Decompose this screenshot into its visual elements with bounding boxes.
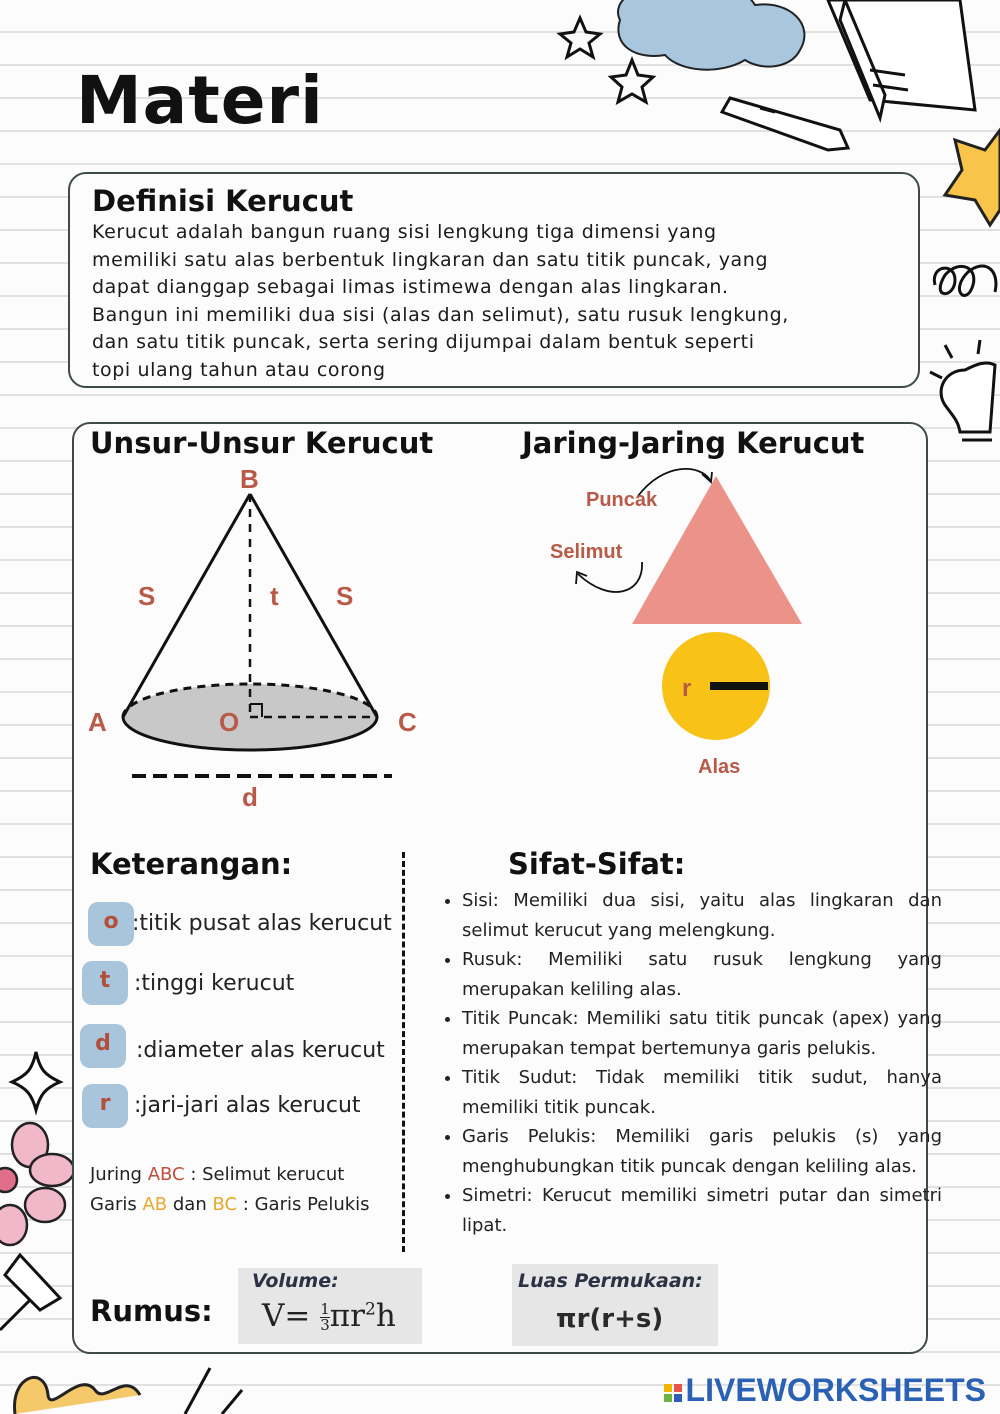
properties-list (440, 886, 942, 1240)
note-garis-highlight-bc: BC (212, 1194, 238, 1215)
legend-key-r: r (82, 1084, 128, 1128)
cone-diagram (74, 464, 474, 824)
legend-text-r: :jari-jari alas kerucut (134, 1093, 361, 1118)
note-juring-highlight: ABC (147, 1164, 185, 1185)
note-juring-prefix: Juring (90, 1164, 148, 1185)
definition-line: Bangun ini memiliki dua sisi (alas dan selimut), satu rusuk lengkung, (92, 303, 789, 326)
note-garis-prefix: Garis (90, 1194, 143, 1215)
volume-tail: h (375, 1298, 396, 1334)
fraction-denominator: 3 (320, 1316, 330, 1334)
legend-text-t: :tinggi kerucut (134, 971, 295, 996)
star-doodle (560, 18, 600, 57)
fraction-numerator: 1 (320, 1300, 330, 1318)
spring-doodle (934, 266, 996, 295)
definition-text (92, 219, 892, 384)
volume-label: Volume: (252, 1270, 339, 1292)
book-doodle (828, 0, 975, 118)
page-title: Materi (76, 62, 324, 139)
definition-line: dapat dianggap sebagai limas istimewa dengan alas lingkaran. (92, 276, 729, 298)
lightbulb-doodle (930, 340, 995, 440)
pen-doodle (722, 98, 848, 150)
volume-formula (262, 1298, 396, 1334)
properties-heading: Sifat-Sifat: (508, 847, 686, 881)
legend-text-o: :titik pusat alas kerucut (132, 911, 392, 936)
surface-label: Luas Permukaan: (518, 1270, 703, 1292)
label-slant-right: S (336, 581, 354, 611)
definition-line: memiliki satu alas berbentuk lingkaran dan satu titik puncak, yang (92, 248, 769, 271)
brand-logo-icon (664, 1384, 682, 1402)
star-yellow-doodle (945, 130, 1000, 225)
label-base-net: Alas (698, 756, 741, 778)
surface-formula: πr(r+s) (556, 1304, 664, 1334)
definition-card (68, 172, 920, 388)
lateral-surface-triangle (632, 476, 802, 624)
note-garis-highlight-ab: AB (142, 1194, 168, 1215)
volume-rhs: πr (329, 1298, 365, 1334)
volume-fraction (320, 1302, 330, 1333)
label-diameter: d (242, 782, 258, 812)
star-doodle (611, 60, 653, 102)
note-garis (90, 1194, 370, 1215)
net-diagram (514, 464, 914, 794)
volume-formula-card (238, 1268, 422, 1344)
note-juring-suffix: : Selimut kerucut (184, 1164, 345, 1185)
brand-logo (664, 1372, 986, 1409)
label-vertex-left: A (88, 707, 107, 737)
properties-item: • Simetri: Kerucut memiliki simetri putar dan simetri lipat. (462, 1181, 942, 1240)
label-height: t (270, 581, 279, 611)
cloud-doodle (618, 0, 804, 70)
legend-heading: Keterangan: (90, 847, 293, 881)
squiggle-doodle (15, 1377, 140, 1414)
definition-line: dan satu titik puncak, serta sering dijumpai dalam bentuk seperti (92, 331, 755, 353)
net-heading: Jaring-Jaring Kerucut (522, 426, 865, 460)
column-divider (402, 852, 405, 1252)
surface-formula-card (512, 1264, 718, 1346)
legend-key-o: o (88, 902, 134, 946)
lateral-arrow (578, 562, 642, 592)
label-slant-left: S (138, 581, 156, 611)
properties-item: • Rusuk: Memiliki satu rusuk lengkung yang merupakan keliling alas. (462, 945, 942, 1004)
properties-item: • Garis Pelukis: Memiliki garis pelukis (s) yang menghubungkan titik puncak dengan keliling alas. (462, 1122, 942, 1181)
sparkle-doodle (12, 1052, 60, 1110)
label-center: O (219, 707, 240, 737)
label-lateral-net: Selimut (550, 541, 623, 563)
legend-key-t: t (82, 961, 128, 1005)
brand-text: LIVEWORKSHEETS (685, 1372, 986, 1408)
properties-item: • Titik Puncak: Memiliki satu titik puncak (apex) yang merupakan tempat bertemunya garis pelukis. (462, 1004, 942, 1063)
definition-heading: Definisi Kerucut (92, 184, 354, 218)
formula-heading: Rumus: (90, 1294, 213, 1328)
label-radius-net: r (682, 675, 692, 702)
volume-lhs: V= (262, 1298, 311, 1334)
flower-doodle (0, 1123, 74, 1245)
label-vertex-right: C (398, 707, 417, 737)
volume-exponent: 2 (364, 1299, 376, 1320)
legend-text-d: :diameter alas kerucut (136, 1038, 385, 1063)
note-garis-mid: dan (167, 1194, 213, 1215)
note-juring (90, 1164, 344, 1185)
pushpin-doodle (0, 1255, 60, 1330)
pencil-doodle (185, 1368, 242, 1414)
elements-heading: Unsur-Unsur Kerucut (90, 426, 434, 460)
main-card (72, 422, 942, 1354)
definition-line: topi ulang tahun atau corong (92, 358, 386, 381)
note-garis-suffix: : Garis Pelukis (237, 1194, 370, 1215)
properties-item: • Titik Sudut: Tidak memiliki titik sudut, hanya memiliki titik puncak. (462, 1063, 942, 1122)
properties-item: • Sisi: Memiliki dua sisi, yaitu alas lingkaran dan selimut kerucut yang melengkung. (462, 886, 942, 945)
legend-key-d: d (80, 1024, 126, 1068)
label-apex-net: Puncak (586, 489, 658, 511)
definition-line: Kerucut adalah bangun ruang sisi lengkung tiga dimensi yang (92, 221, 717, 243)
label-apex: B (240, 464, 259, 494)
